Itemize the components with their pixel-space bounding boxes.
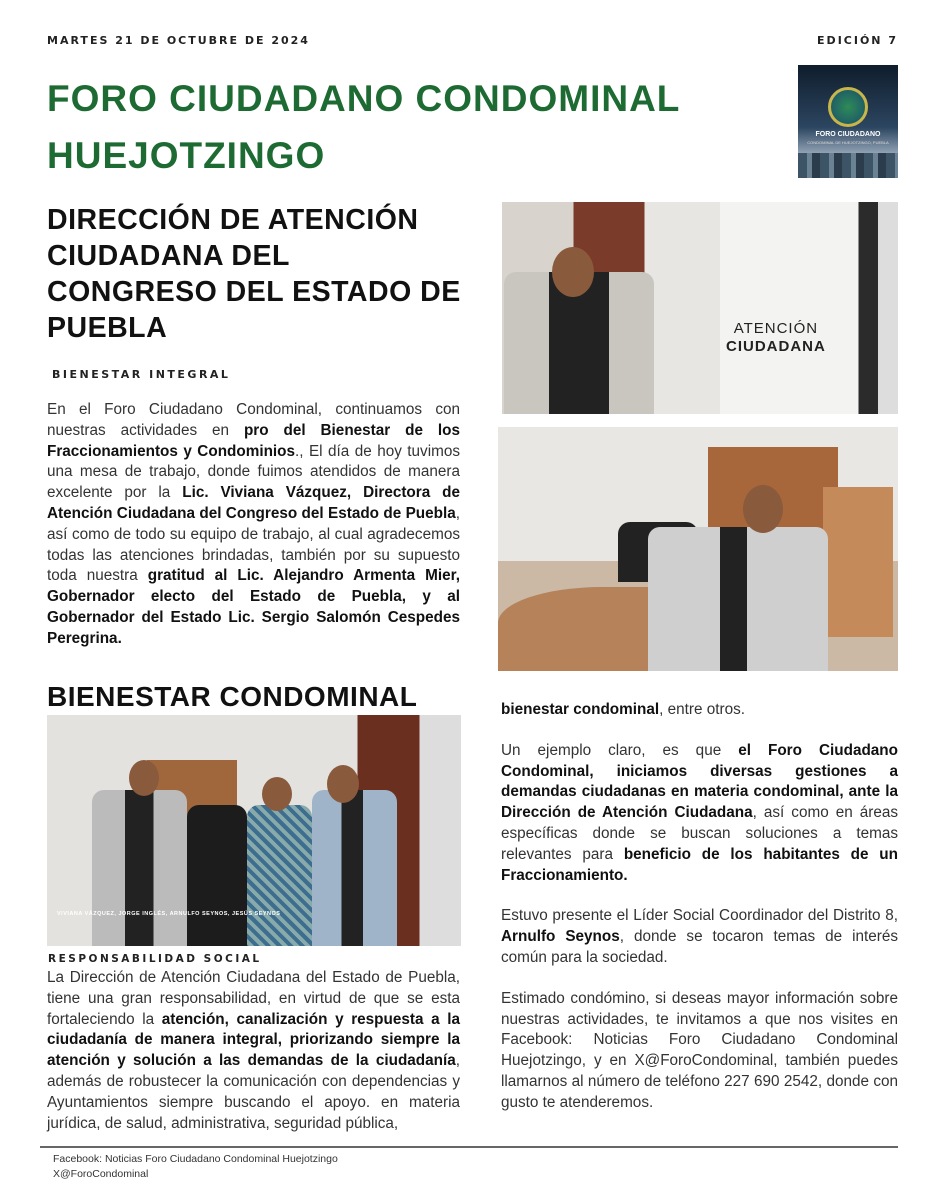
text: Estimado condómino, si deseas mayor información sobre nuestras actividades, te invitamos a que nos visites en Facebook: Noticias Foro Ciudadano Condominal Huejotzingo, y en X@ForoCondominal, también puedes llamarnos al número de teléfono 227 690 2542, donde con gusto te atenderemos. <box>501 989 898 1111</box>
person <box>247 805 312 946</box>
article1-photo-column <box>498 202 898 671</box>
bold-text: bienestar condominal <box>501 701 660 718</box>
bold-text: beneficio de los habitantes de un Fraccionamiento. <box>501 845 898 884</box>
edition-number: EDICIÓN 7 <box>817 34 898 47</box>
footer-facebook: Facebook: Noticias Foro Ciudadano Condominal Huejotzingo <box>53 1153 338 1166</box>
person-head <box>552 247 594 297</box>
text: La Dirección de Atención Ciudadana del Estado de Puebla, tiene una gran responsabilidad, en virtud de que se esta fortaleciendo la <box>47 969 460 1028</box>
article2-body-col1 <box>47 968 460 1134</box>
footer-x-handle: X@ForoCondominal <box>53 1168 149 1181</box>
person <box>187 805 247 946</box>
bold-text: gratitud al Lic. Alejandro Armenta Mier, Gobernador electo del Estado de Puebla, y al Gobernador del Estado Lic. Sergio Salomón Cespedes Peregrina. <box>47 567 460 647</box>
person <box>92 790 187 946</box>
text: , entre otros. <box>659 701 745 718</box>
sign-line-2: CIUDADANA <box>726 338 826 355</box>
photo-meeting-table <box>498 427 898 671</box>
photo-group <box>47 715 461 946</box>
text: , así como en áreas específicas donde se buscan soluciones a temas relevantes para <box>501 804 898 863</box>
issue-date: MARTES 21 DE OCTUBRE DE 2024 <box>47 34 310 47</box>
text: , así como de todo su equipo de trabajo, al cual agradecemos todas las atenciones brindadas, también por su supuesto toda nuestra <box>47 504 460 585</box>
text: ., El día de hoy tuvimos una mesa de trabajo, donde fuimos atendidos de manera excelente por la <box>47 442 460 502</box>
office-sign <box>726 320 826 356</box>
title-line-2: HUEJOTZINGO <box>47 135 326 176</box>
person-head <box>262 777 292 811</box>
tree-emblem-icon <box>828 87 868 127</box>
text: , además de robustecer la comunicación con dependencias y Ayuntamientos siempre buscando el apoyo. en materia jurídica, de salud, administrativa, seguridad pública, <box>47 1052 460 1132</box>
article2-section <box>47 679 898 1134</box>
bold-text: pro del Bienestar de los Fraccionamientos y Condominios <box>47 421 460 460</box>
issue-meta-row <box>47 34 898 65</box>
person-head <box>327 765 359 803</box>
article1-text-column <box>47 202 460 671</box>
logo-title: FORO CIUDADANO <box>815 131 881 138</box>
article1-kicker: BIENESTAR INTEGRAL <box>52 368 231 381</box>
text: Estuvo presente el Líder Social Coordinador del Distrito 8, <box>501 907 898 925</box>
article2-left-column <box>47 679 460 1134</box>
footer <box>40 1146 898 1182</box>
cabinet <box>823 487 893 637</box>
article1-headline: DIRECCIÓN DE ATENCIÓN CIUDADANA DEL CONGRESO DEL ESTADO DE PUEBLA <box>47 204 461 344</box>
article2-kicker: RESPONSABILIDAD SOCIAL <box>48 953 262 965</box>
person <box>312 790 397 946</box>
bold-text: Arnulfo Seynos <box>501 928 620 946</box>
photo-caption: VIVIANA VÁZQUEZ, JORGE INGLÉS, ARNULFO SEYNOS, JESÚS SEYNOS <box>57 911 281 917</box>
sign-line-1: ATENCIÓN <box>733 320 819 337</box>
person-head <box>129 760 159 796</box>
masthead <box>47 65 898 184</box>
person-head <box>743 485 783 533</box>
text: Un ejemplo claro, es que <box>501 741 739 759</box>
text: En el Foro Ciudadano Condominal, continuamos con nuestras actividades en <box>47 401 460 439</box>
bold-text: el Foro Ciudadano Condominal, iniciamos diversas gestiones a demandas ciudadanas en materia condominal, ante la Dirección de Atención Ciudadana <box>501 741 898 822</box>
bold-text: atención, canalización y respuesta a la ciudadanía de manera integral, priorizando siempre la atención y solución a las demandas de la ciudadanía <box>47 1010 460 1070</box>
logo-subtitle: CONDOMINAL DE HUEJOTZINGO, PUEBLA <box>807 140 889 145</box>
bold-text: Lic. Viviana Vázquez, Directora de Atención Ciudadana del Congreso del Estado de Puebla <box>47 484 460 522</box>
text: , donde se tocaron temas de interés común para la sociedad. <box>501 928 898 966</box>
city-skyline <box>798 153 898 178</box>
title-line-1: FORO CIUDADANO CONDOMINAL <box>47 78 681 119</box>
photo-atencion-ciudadana-office <box>502 202 898 414</box>
person <box>648 527 828 671</box>
foro-logo <box>798 65 898 178</box>
newsletter-title <box>47 70 680 184</box>
article1-body <box>47 400 460 650</box>
article2-body-col2 <box>501 679 898 1134</box>
article2-headline: BIENESTAR CONDOMINAL <box>47 681 418 712</box>
article1-section <box>47 202 898 671</box>
